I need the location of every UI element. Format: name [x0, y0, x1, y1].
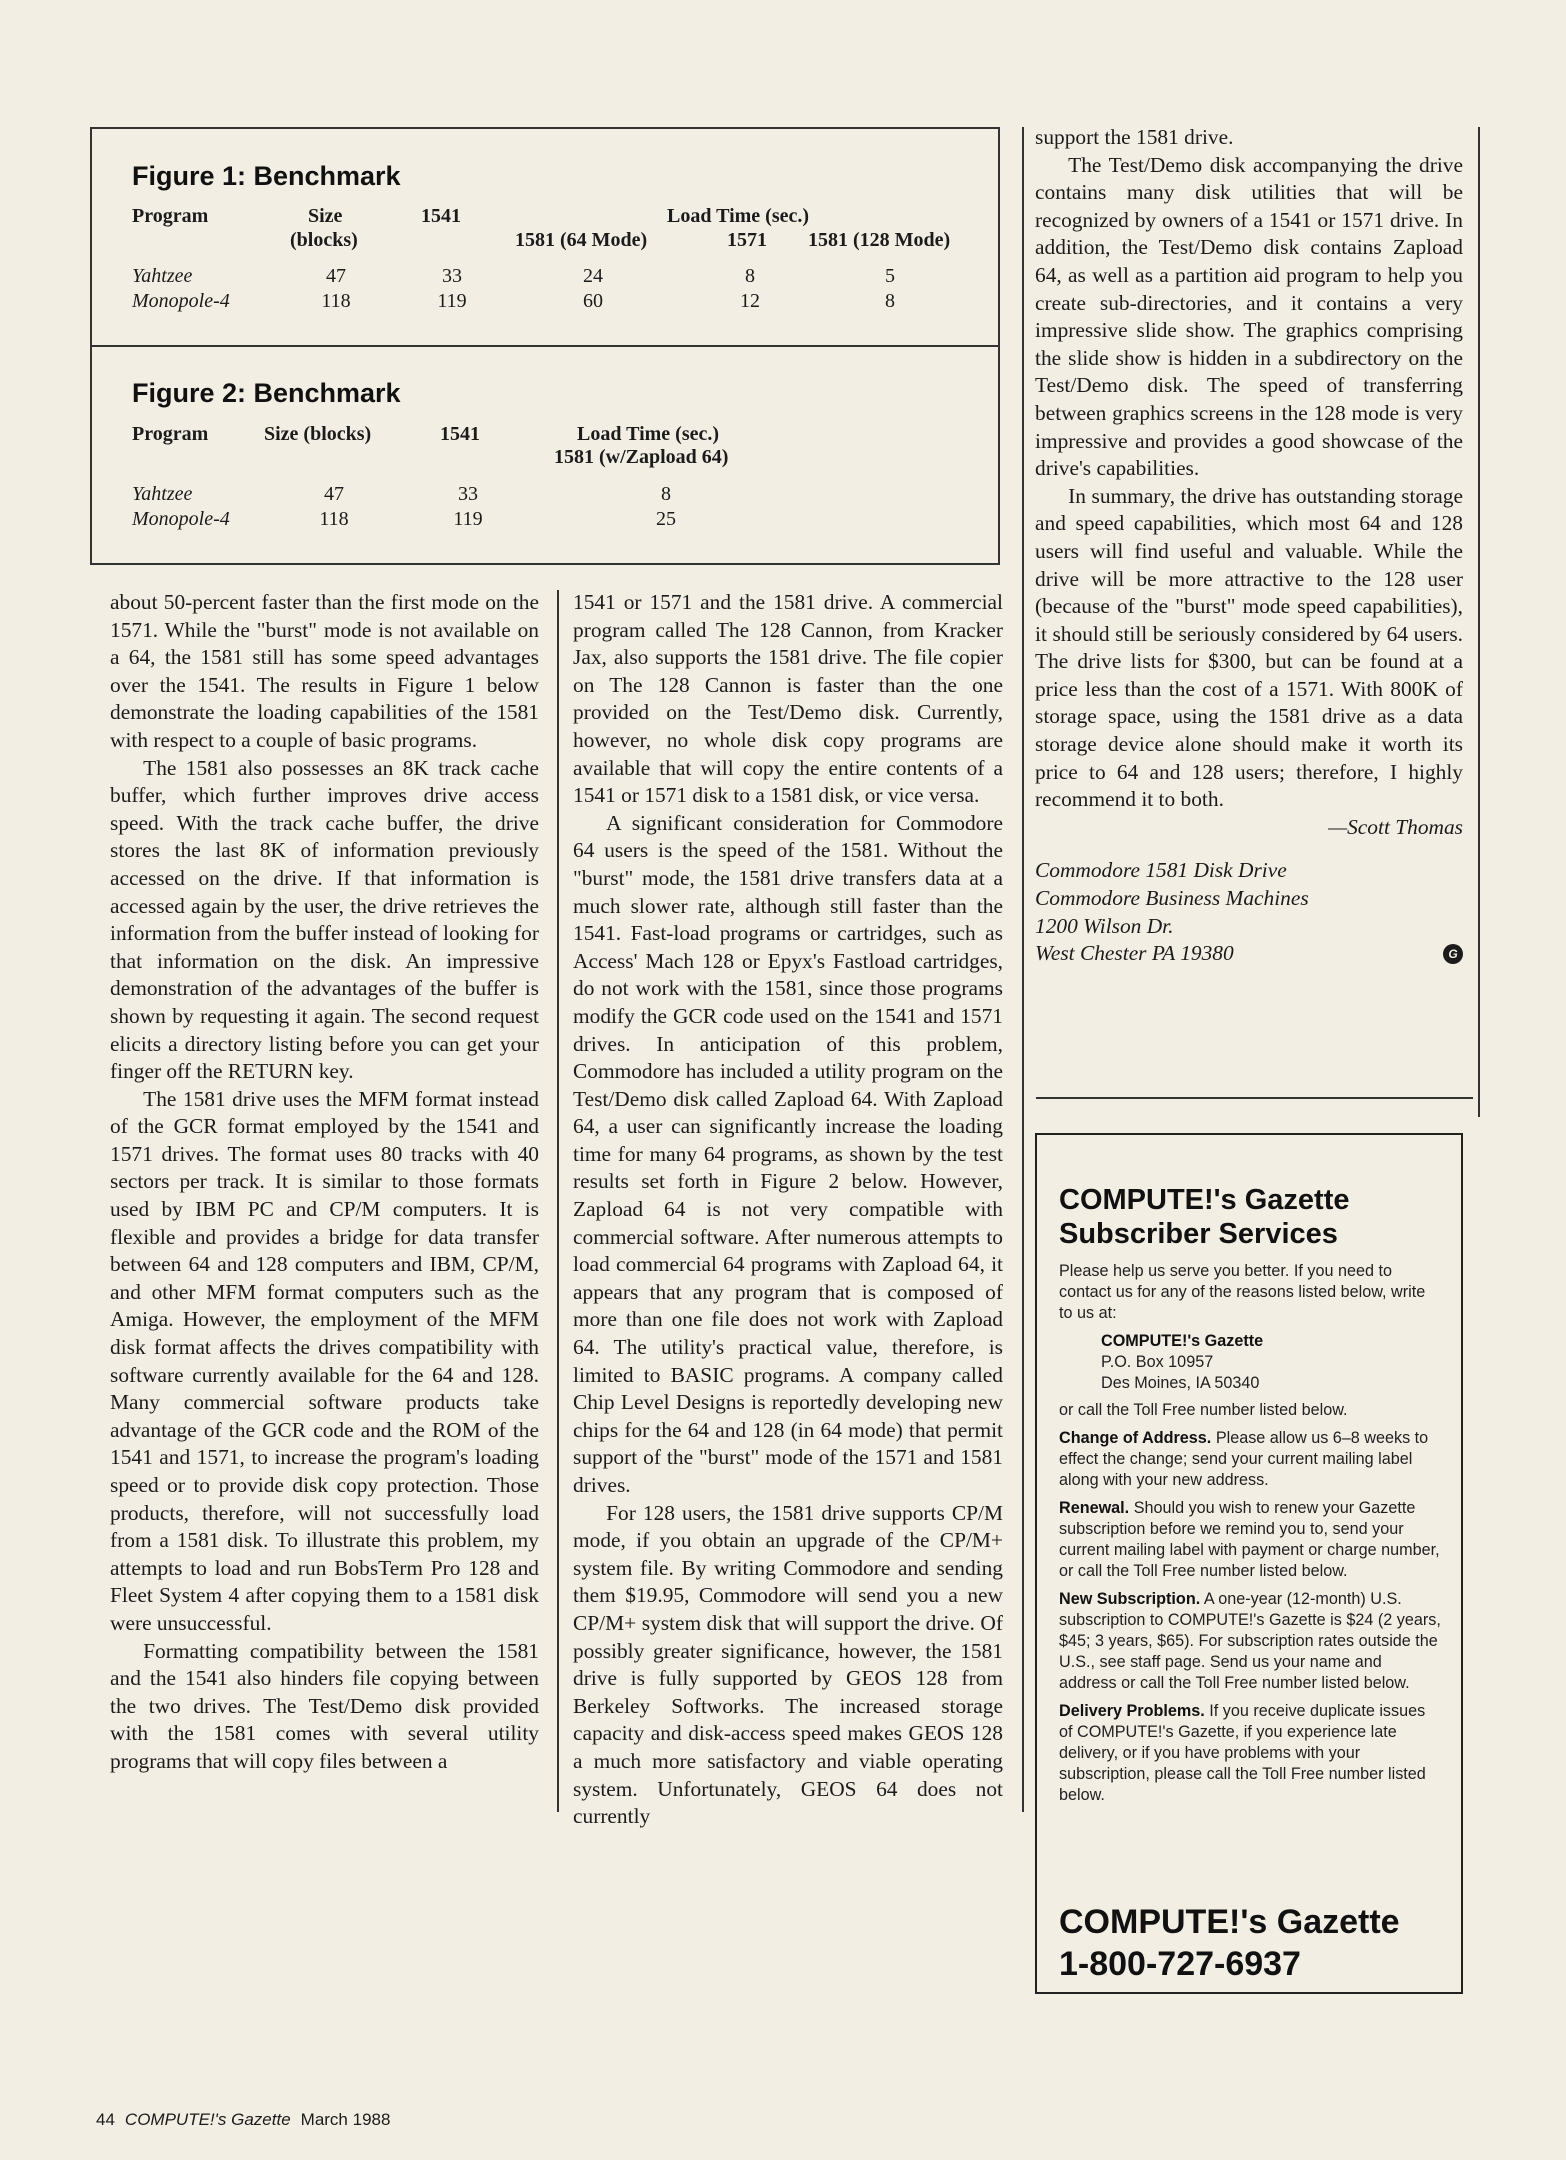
- figure2-title: Figure 2: Benchmark: [132, 378, 401, 408]
- subscriber-services-footer: [1059, 1901, 1400, 1985]
- figure1-row1-1581-64: 24: [583, 265, 603, 287]
- service-item: [1059, 1498, 1441, 1582]
- subscriber-services-title: COMPUTE!'s Gazette Subscriber Services: [1059, 1184, 1350, 1250]
- service-item-text: Please allow us 6–8 weeks to effect the change; send your current mailing label along with your new address.: [1059, 1429, 1429, 1489]
- column-rule-1: [557, 590, 559, 1812]
- figure1-header-size: Size: [308, 205, 343, 227]
- figure1-row2-1571: 12: [740, 290, 760, 312]
- figure2-row1-size: 47: [324, 483, 344, 505]
- address-line: West Chester PA 19380: [1035, 941, 1234, 966]
- address-line: Commodore 1581 Disk Drive: [1035, 858, 1287, 883]
- address-city: Des Moines, IA 50340: [1101, 1374, 1260, 1392]
- figure1-row2-program: Monopole-4: [132, 290, 230, 312]
- paragraph: In summary, the drive has outstanding storage and speed capabilities, which most 64 and 128 users will find useful and valuable. While the drive will be more attractive to the 128 user (because of the "burst" mode speed capabilities), it should still be seriously considered by 64 users. The drive lists for $300, but can be found at a price less than the cost of a 1571. With 800K of storage space, using the 1581 drive as a data storage device alone should make it worth its price to 64 and 128 users; therefore, I highly recommend it to both.: [1035, 483, 1463, 812]
- service-item-head: Delivery Problems.: [1059, 1702, 1205, 1720]
- mailing-address: [1101, 1331, 1441, 1394]
- paragraph: 1541 or 1571 and the 1581 drive. A commercial program called The 128 Cannon, from Kracker Jax, also supports the 1581 drive. The file copier on The 128 Cannon is faster than the one provided on the Test/Demo disk. Currently, however, no whole disk copy programs are available that will copy the entire contents of a 1541 or 1571 disk to a 1581 disk, or vice versa.: [573, 590, 1003, 808]
- figure1-header-1571: 1571: [727, 229, 767, 251]
- figure2-header-load-time: Load Time (sec.): [577, 423, 720, 445]
- column-rule-2: [1022, 127, 1024, 1812]
- figure2-header-program: Program: [132, 423, 209, 445]
- figure1-header-load-time: Load Time (sec.): [667, 205, 810, 227]
- footer-magazine-name: COMPUTE!'s Gazette: [1059, 1903, 1400, 1941]
- page-folio: [96, 2110, 390, 2130]
- figure1-row2-size: 118: [321, 290, 351, 312]
- figure2-row2-zapload: 25: [656, 508, 676, 530]
- figure2-row2-program: Monopole-4: [132, 508, 230, 530]
- page-number: 44: [96, 2110, 115, 2129]
- paragraph: about 50-percent faster than the first mode on the 1571. While the "burst" mode is not available on a 64, the 1581 still has some speed advantages over the 1541. The results in Figure 1 below demonstrate the loading capabilities of the 1581 with respect to a couple of basic programs.: [110, 590, 539, 752]
- figure1-row2-1581-64: 60: [583, 290, 603, 312]
- article-column-1: [110, 589, 539, 1776]
- article-column-3: [1035, 124, 1463, 968]
- service-item-text: Should you wish to renew your Gazette subscription before we remind you to, send your current mailing label with payment or charge number, or call the Toll Free number listed below.: [1059, 1499, 1440, 1580]
- figure1-row1-1541: 33: [442, 265, 462, 287]
- address-line: Commodore Business Machines: [1035, 886, 1309, 911]
- figure2-row1-program: Yahtzee: [132, 483, 193, 505]
- figure2-header-size: Size (blocks): [264, 423, 372, 445]
- toll-free-phone: 1-800-727-6937: [1059, 1945, 1301, 1983]
- paragraph: The Test/Demo disk accompanying the drive contains many disk utilities that will be recognized by owners of a 1541 or 1571 drive. In addition, the Test/Demo disk contains Zapload 64, as well as a partition aid program to help you create sub-directories, and it contains a very impressive slide show. The graphics comprising the slide show is hidden in a subdirectory on the Test/Demo disk. The speed of transferring between graphics screens in the 128 mode is very impressive and provides a good showcase of the drive's capabilities.: [1035, 152, 1463, 481]
- figure2-row2-1541: 119: [453, 508, 483, 530]
- figure1-row1-size: 47: [326, 265, 346, 287]
- or-call-text: or call the Toll Free number listed below.: [1059, 1401, 1348, 1419]
- article-column-2: [573, 589, 1003, 1831]
- figure2-header-1541: 1541: [440, 423, 480, 445]
- figure2-header-zapload: 1581 (w/Zapload 64): [554, 446, 729, 468]
- figure-frame-top: [90, 127, 1000, 129]
- end-mark-icon: G: [1443, 944, 1463, 964]
- column-rule-3: [1478, 127, 1480, 1117]
- service-item-head: New Subscription.: [1059, 1590, 1201, 1608]
- figure1-header-1541: 1541: [421, 205, 461, 227]
- article-end-rule: [1036, 1097, 1473, 1099]
- figure1-row1-1581-128: 5: [885, 265, 895, 287]
- service-item: [1059, 1701, 1441, 1806]
- paragraph: The 1581 drive uses the MFM format instead of the GCR format employed by the 1541 and 1571 drives. The format uses 80 tracks with 40 sectors per track. It is similar to those formats used by IBM PC and CP/M computers. It is flexible and provides a bridge for data transfer between 64 and 128 computers and IBM, CP/M, and other MFM format computers such as the Amiga. However, the employment of the MFM disk format affects the drives compatibility with software currently available for the 64 and 128. Many commercial software products take advantage of the GCR code and the ROM of the 1541 and 1571, to increase the program's loading speed or to provide disk copy protection. Those products, therefore, will not successfully load from a 1581 disk. To illustrate this problem, my attempts to load and run BobsTerm Pro 128 and Fleet System 4 after copying them to a 1581 disk were unsuccessful.: [110, 1086, 539, 1635]
- figure2-row1-zapload: 8: [661, 483, 671, 505]
- service-item-text: If you receive duplicate issues of COMPUTE!'s Gazette, if you experience late delivery, or if you have problems with your subscription, please call the Toll Free number listed below.: [1059, 1702, 1426, 1804]
- figure1-header-1581-64: 1581 (64 Mode): [515, 229, 648, 251]
- figure-frame-bottom: [90, 563, 1000, 565]
- subscriber-services-box: [1035, 1133, 1463, 1994]
- address-line: 1200 Wilson Dr.: [1035, 913, 1174, 938]
- service-item: [1059, 1428, 1441, 1491]
- service-item-text: A one-year (12-month) U.S. subscription to COMPUTE!'s Gazette is $24 (2 years, $45; 3 years, $65). For subscription rates outside the U.S., see staff page. Send us your name and address or call the Toll Free number listed below.: [1059, 1590, 1441, 1692]
- paragraph: support the 1581 drive.: [1035, 125, 1234, 149]
- service-item: [1059, 1589, 1441, 1694]
- figure1-header-program: Program: [132, 205, 209, 227]
- subscriber-services-body: [1059, 1261, 1441, 1813]
- figure1-row2-1541: 119: [437, 290, 467, 312]
- address-box: P.O. Box 10957: [1101, 1353, 1214, 1371]
- address-name: COMPUTE!'s Gazette: [1101, 1332, 1264, 1350]
- paragraph: For 128 users, the 1581 drive supports CP/M mode, if you obtain an upgrade of the CP/M+ system file. By writing Commodore and sending them $19.95, Commodore will send you a new CP/M+ system disk that will support the drive. Of possibly greater significance, however, the 1581 drive is fully supported by GEOS 128 from Berkeley Softworks. The increased storage capacity and disk-access speed makes GEOS 128 a much more satisfactory and viable operating system. Unfortunately, GEOS 64 does not currently: [573, 1500, 1003, 1829]
- intro-text: Please help us serve you better. If you need to contact us for any of the reasons listed below, write to us at:: [1059, 1262, 1426, 1322]
- figure1-row1-program: Yahtzee: [132, 265, 193, 287]
- figure1-title: Figure 1: Benchmark: [132, 161, 401, 191]
- product-address: [1035, 857, 1463, 967]
- paragraph: A significant consideration for Commodore 64 users is the speed of the 1581. Without the "burst" mode, the 1581 drive transfers data at a much slower rate, although still faster than the 1541. Fast-load programs or cartridges, such as Access' Mach 128 or Epyx's Fastload cartridges, do not work with the 1581, since those programs modify the GCR code used on the 1541 and 1571 drives. In anticipation of this problem, Commodore has included a utility program on the Test/Demo disk called Zapload 64. With Zapload 64, a user can significantly increase the loading time for many 64 programs, as shown by the test results set forth in Figure 2 below. However, Zapload 64 is not very compatible with commercial software. After numerous attempts to load commercial 64 programs with Zapload 64, it appears that any program that is composed of more than one file does not work with Zapload 64. The utility's practical value, therefore, is limited to BASIC programs. A company called Chip Level Designs is reportedly developing new chips for the 64 and 128 (in 64 mode) that permit support of the "burst" mode of the 1571 and 1581 drives.: [573, 810, 1003, 1497]
- author-signature: —Scott Thomas: [1328, 814, 1463, 839]
- figure-divider: [90, 345, 1000, 347]
- figure1-header-1581-128: 1581 (128 Mode): [808, 229, 951, 251]
- paragraph: Formatting compatibility between the 1581 and the 1541 also hinders file copying between the two drives. The Test/Demo disk provided with the 1581 comes with several utility programs that will copy files between a: [110, 1638, 539, 1773]
- figure2-row1-1541: 33: [458, 483, 478, 505]
- folio-magazine: COMPUTE!'s Gazette: [124, 2110, 291, 2129]
- service-item-head: Renewal.: [1059, 1499, 1130, 1517]
- folio-issue: March 1988: [300, 2110, 391, 2129]
- figure1-header-size-unit: (blocks): [290, 229, 358, 251]
- figure1-row2-1581-128: 8: [885, 290, 895, 312]
- service-item-head: Change of Address.: [1059, 1429, 1212, 1447]
- paragraph: The 1581 also possesses an 8K track cache buffer, which further improves drive access speed. With the track cache buffer, the drive stores the last 8K of information previously accessed on the drive. If that information is accessed again by the user, the drive retrieves the information from the buffer instead of looking for that information on the disk. An impressive demonstration of the advantages of the buffer is shown by requesting it again. The second request elicits a directory listing before you can get your finger off the RETURN key.: [110, 755, 539, 1084]
- figure1-row1-1571: 8: [745, 265, 755, 287]
- figure2-row2-size: 118: [319, 508, 349, 530]
